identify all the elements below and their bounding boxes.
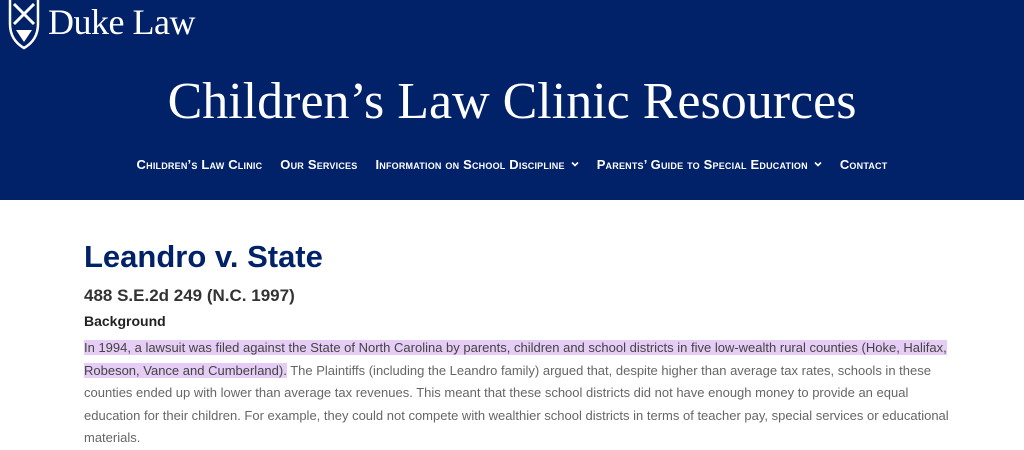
- case-citation: 488 S.E.2d 249 (N.C. 1997): [84, 286, 295, 305]
- body-text: The Plaintiffs (including the Leandro family) argued that, despite higher than average tax rates, schools in these counties ended up with lower than average tax revenues. This meant that these school districts did not have enough money to provide an equal education for their children. For example, they could not compete with wealthier school districts in terms of teacher pay, special services or educational materials.: [84, 362, 949, 445]
- highlighted-text[interactable]: In 1994, a lawsuit was filed against the State of North Carolina by parents, children and school districts in five low-wealth rural counties (Hoke, Halifax, Robeson, Vance and Cumberland).: [84, 340, 947, 378]
- nav-item-school-discipline[interactable]: [366, 154, 587, 174]
- site-title[interactable]: Children’s Law Clinic Resources: [167, 73, 857, 130]
- nav-item-special-education-guide[interactable]: [588, 154, 831, 174]
- section-heading-background: Background: [84, 313, 166, 329]
- chevron-down-icon: [814, 160, 822, 168]
- nav-item-label: Children’s Law Clinic: [136, 156, 263, 172]
- chevron-down-icon: [571, 160, 579, 168]
- nav-item-label: Contact: [839, 156, 888, 172]
- site-header: [0, 0, 1024, 200]
- nav-item-label: Our Services: [280, 156, 358, 172]
- duke-law-logo[interactable]: [6, 0, 195, 50]
- background-paragraph: [84, 337, 964, 450]
- logo-text: Duke Law: [48, 2, 195, 42]
- duke-shield-icon: [6, 0, 42, 50]
- nav-item-childrens-law-clinic[interactable]: [128, 154, 272, 174]
- nav-item-label: Information on School Discipline: [375, 156, 565, 172]
- article-content: [84, 238, 964, 450]
- main-nav: [0, 154, 1024, 174]
- nav-item-contact[interactable]: [831, 154, 897, 174]
- page-title: Leandro v. State: [84, 239, 323, 274]
- nav-item-label: Parents’ Guide to Special Education: [596, 156, 808, 172]
- nav-item-our-services[interactable]: [271, 154, 366, 174]
